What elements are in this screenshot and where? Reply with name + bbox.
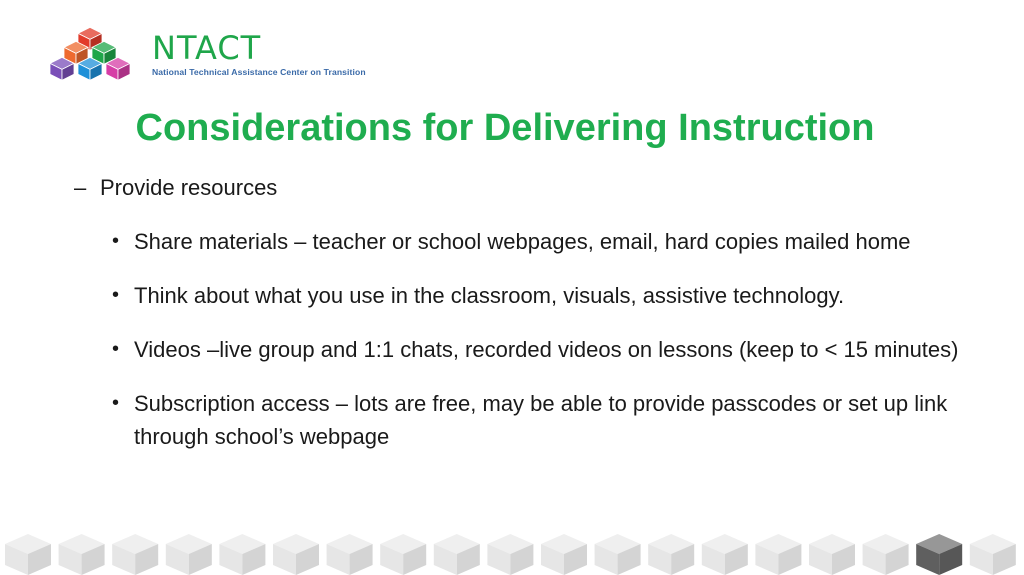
footer-cube xyxy=(327,534,373,575)
footer-cube xyxy=(434,534,480,575)
logo-name: NTACT xyxy=(152,29,262,67)
footer-cube xyxy=(595,534,641,575)
bullet-item xyxy=(112,279,992,312)
footer-cube xyxy=(702,534,748,575)
bullet-list xyxy=(112,225,992,474)
footer-cube xyxy=(380,534,426,575)
footer-cube xyxy=(541,534,587,575)
footer-cube xyxy=(863,534,909,575)
bullet-text: Subscription access – lots are free, may be able to provide passcodes or set up link through school’s webpage xyxy=(134,391,948,449)
footer-cube xyxy=(112,534,158,575)
slide-title: Considerations for Delivering Instruction xyxy=(135,107,875,149)
footer-cube xyxy=(166,534,212,575)
logo-subtitle: National Technical Assistance Center on Transition xyxy=(152,67,366,77)
footer-cube xyxy=(809,534,855,575)
top-level-item-text: Provide resources xyxy=(100,175,278,200)
footer-cube xyxy=(59,534,105,575)
bullet-marker: • xyxy=(112,284,120,306)
bullet-item xyxy=(112,387,992,453)
footer-cube xyxy=(648,534,694,575)
footer-cube xyxy=(487,534,533,575)
footer-cube xyxy=(755,534,801,575)
footer-cube xyxy=(5,534,51,575)
footer-cube-active xyxy=(916,534,962,575)
bullet-marker: • xyxy=(112,338,120,360)
bullet-text: Videos –live group and 1:1 chats, recorded videos on lessons (keep to < 15 minutes) xyxy=(134,337,959,362)
footer-cube xyxy=(970,534,1016,575)
dash-marker: – xyxy=(74,175,87,200)
footer-cube xyxy=(219,534,265,575)
bullet-text: Think about what you use in the classroom, visuals, assistive technology. xyxy=(134,283,845,308)
bullet-marker: • xyxy=(112,392,120,414)
bullet-marker: • xyxy=(112,230,120,252)
bullet-item xyxy=(112,333,992,366)
ntact-logo xyxy=(48,26,408,86)
logo-text xyxy=(152,30,366,78)
bullet-text: Share materials – teacher or school webpages, email, hard copies mailed home xyxy=(134,229,911,254)
bullet-item xyxy=(112,225,992,258)
footer-cube-row xyxy=(0,528,1024,575)
top-level-item xyxy=(74,172,277,204)
ntact-cube-logo-icon xyxy=(48,26,134,84)
footer-cube xyxy=(273,534,319,575)
